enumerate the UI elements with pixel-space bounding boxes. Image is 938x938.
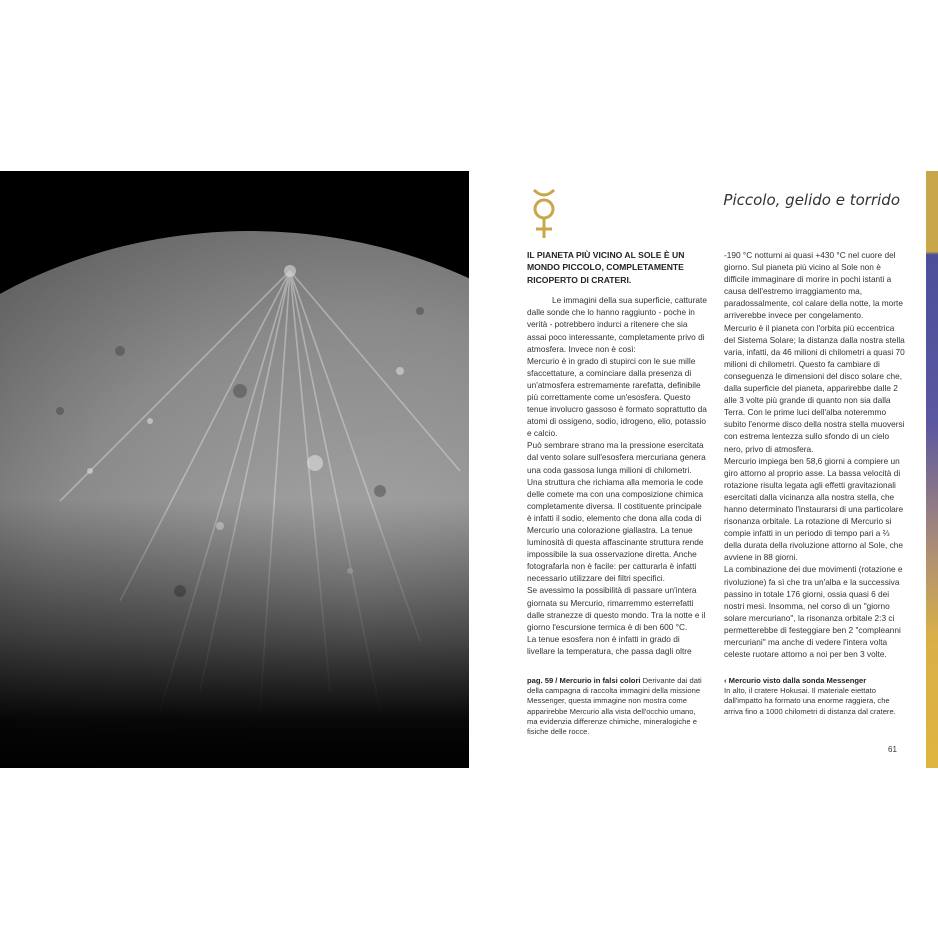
paragraph: Le immagini della sua superficie, catturate dalle sonde che lo hanno raggiunto - poche in verità - potrebbero indurci a ritenere che sia assai poco interessante, completamente privo di atmosfera. Invece non è così: [527,295,707,354]
paragraph: La tenue esosfera non è infatti in grado di livellare la temperatura, che passa dagli oltre [527,633,692,656]
paragraph: Se avessimo la possibilità di passare un'intera giornata su Mercurio, rimarremmo esterrefatti dalle stranezze di questo mondo. Tra la notte e il giorno l'escursione termica è di ben 600 °C. [527,585,706,632]
caption-title: pag. 59 / Mercurio in falsi colori [527,676,641,685]
paragraph: Mercurio è in grado di stupirci con le sue mille sfaccettature, a cominciare dalla presenza di un'atmosfera estremamente rarefatta, definibile più correttamente come un'esosfera. Questo tenue involucro gassoso è formato soprattutto da atomi di ossigeno, sodio, idrogeno, elio, potassio e calcio. [527,355,707,439]
caption-left [527,676,707,737]
lead-paragraph: IL PIANETA PIÙ VICINO AL SOLE È UN MONDO PICCOLO, COMPLETAMENTE RICOPERTO DI CRATERI. [527,250,685,285]
paragraph: -190 °C notturni ai quasi +430 °C nel cuore del giorno. Sul pianeta più vicino al Sole non è difficile immaginare di morire in pochi istanti a causa dell'estremo irraggiamento ma, paradossalmente, col calare della notte, la morte arriverebbe invece per congelamento. [724,250,903,321]
paragraph: Mercurio è il pianeta con l'orbita più eccentrica del Sistema Solare; la distanza dalla nostra stella varia, infatti, da 46 milioni di chilometri a quasi 70 milioni di chilometri. Questo fa cambiare di conseguenza le dimensioni del disco solare che, dalla superficie del pianeta, apparirebbe dalle 2 alle 3 volte più grande di quanto non sia dalla Terra. Con le prime luci dell'alba noteremmo subito l'enorme disco della nostra stella muoversi con estrema lentezza sullo sfondo di un cielo nero, privo di atmosfera. [724,322,905,454]
paragraph: Può sembrare strano ma la pressione esercitata dal vento solare sull'esosfera mercuriana genera una coda gassosa lunga milioni di chilometri. Una struttura che richiama alla memoria le code delle comete ma con una composizione chimica completamente diversa. Il costituente principale è infatti il sodio, elemento che dona alla coda di Mercurio una colorazione giallastra. La tenue luminosità di questa affascinante struttura rende impossibile la sua osservazione diretta. Anche fotografarla non è facile: per catturarla è infatti necessario utilizzare dei filtri specifici. [527,440,706,584]
caption-right [724,676,906,717]
page-number: 61 [888,745,897,754]
text-column-right [724,249,906,660]
page-title: Piccolo, gelido e torrido [723,191,900,209]
mercury-symbol-icon [529,188,559,240]
paragraph: La combinazione dei due movimenti (rotazione e rivoluzione) fa sì che tra un'alba e la successiva passino in totale 176 giorni, ossia quasi 6 dei nostri mesi. Insomma, nel corso di un "giorno solare mercuriano", la risonanza orbitale 2:3 ci permetterebbe di festeggiare ben 2 "compleanni mercuriani" ma anche di vedere l'intera volta celeste ruotare attorno a noi per ben 3 volte. [724,564,903,660]
mercury-photo [0,171,469,768]
caption-text: In alto, il cratere Hokusai. Il materiale eiettato dall'impatto ha formato una enorme raggiera, che arriva fino a 1000 chilometri di distanza dal cratere. [724,686,896,716]
caption-title: ‹ Mercurio visto dalla sonda Messenger [724,676,867,685]
page-edge-color-bar [926,171,938,768]
text-column-left [527,249,707,657]
mercury-planet-image [0,171,469,768]
caption-text: Derivante dai dati della campagna di raccolta immagini della missione Messenger, questa immagine non mostra come apparirebbe Mercurio alla vista dell'occhio umano, ma evidenzia differenze chimiche, mineralogiche e fisiche delle rocce. [527,676,702,737]
paragraph: Mercurio impiega ben 58,6 giorni a compiere un giro attorno al proprio asse. La bassa velocità di rotazione risulta legata agli effetti gravitazionali esercitati dalla vicinanza alla nostra stella, che hanno determinato l'instaurarsi di una particolare risonanza orbitale. La rotazione di Mercurio si compie infatti in un periodo di tempo pari a ⅔ della durata della rivoluzione attorno al Sole, che avviene in 88 giorni. [724,455,904,563]
